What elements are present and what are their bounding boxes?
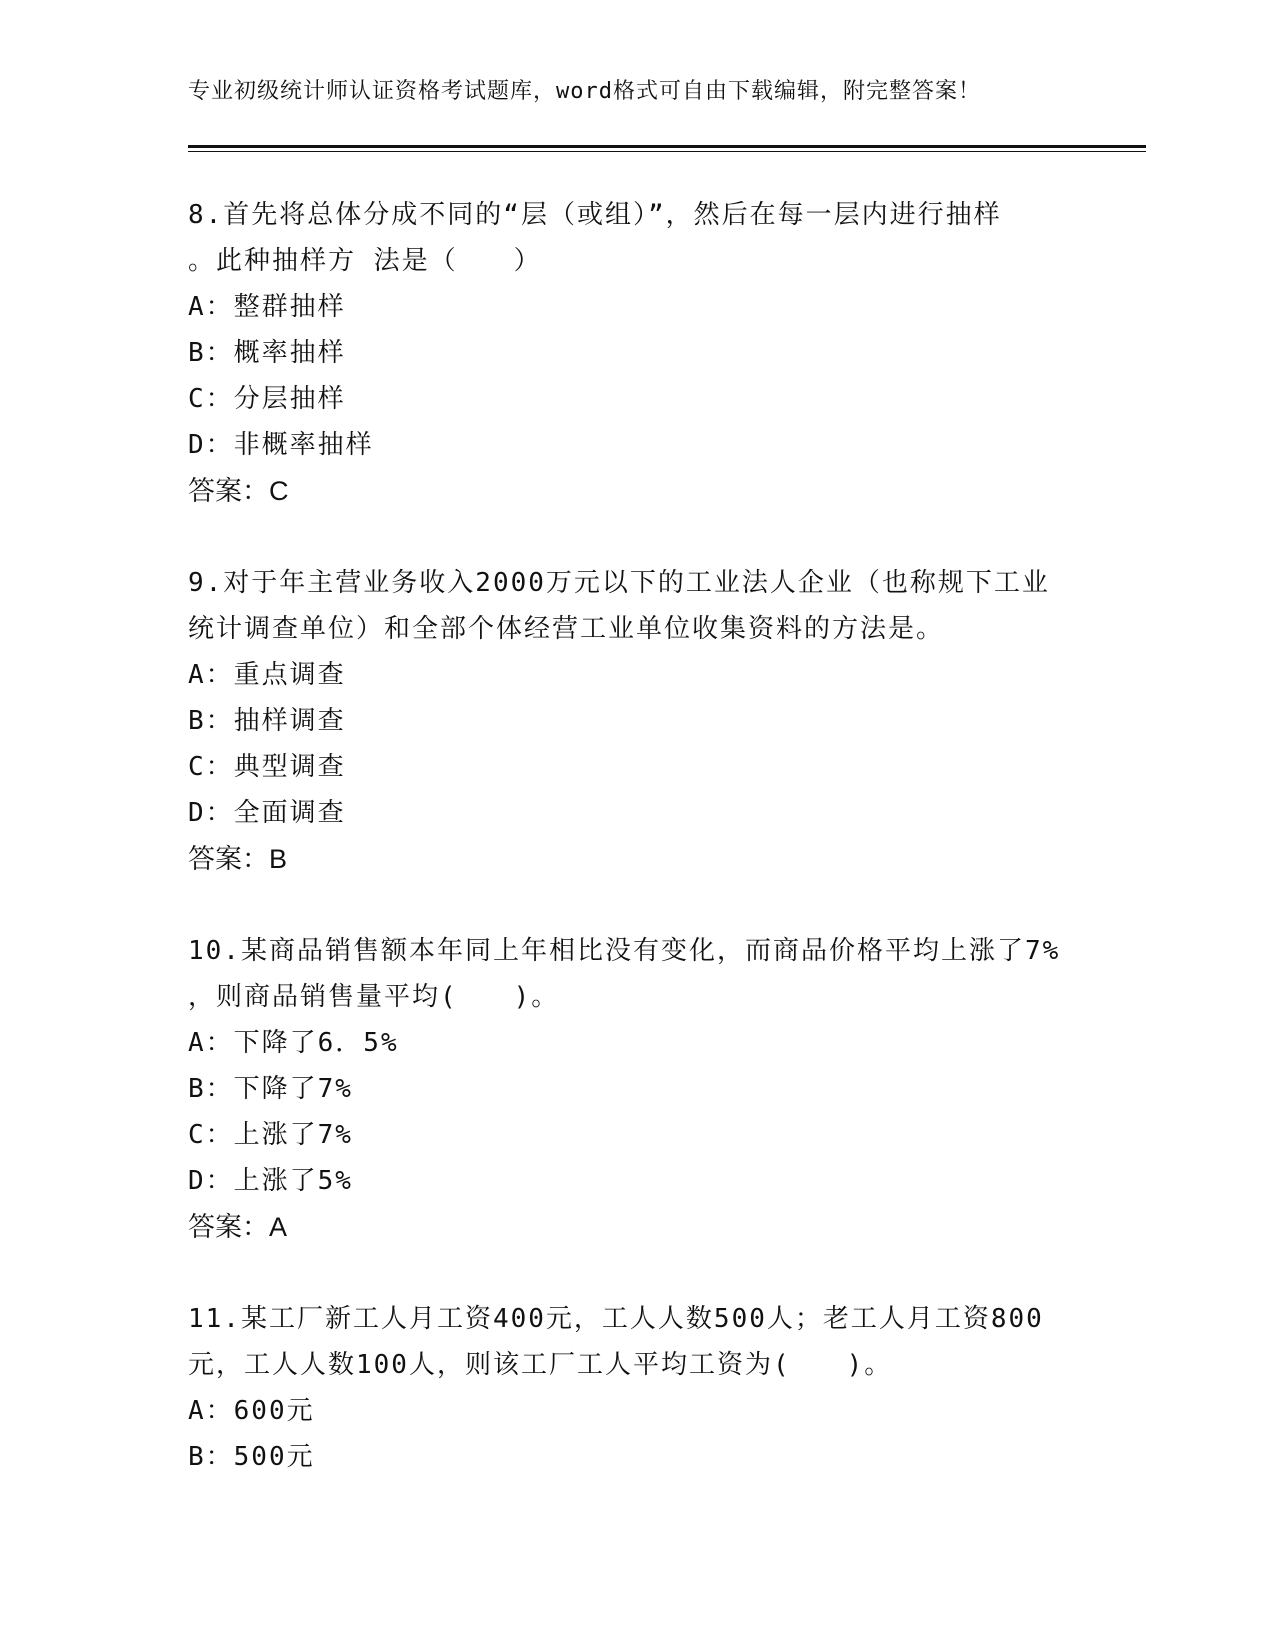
- question-8: [188, 192, 1088, 514]
- option-b: B：500元: [188, 1442, 315, 1472]
- option-d: D：非概率抽样: [188, 430, 374, 460]
- option-b: B：下降了7%: [188, 1074, 353, 1104]
- header-divider-thick: [188, 145, 1146, 148]
- question-text-line: 。此种抽样方 法是（ ）: [188, 246, 542, 276]
- question-11: [188, 1296, 1088, 1480]
- header-text: 专业初级统计师认证资格考试题库，word格式可自由下载编辑，附完整答案！: [188, 79, 981, 104]
- option-c: C：分层抽样: [188, 384, 346, 414]
- question-text-line: ，则商品销售量平均( )。: [188, 982, 560, 1012]
- question-text-line: 9.对于年主营业务收入2000万元以下的工业法人企业（也称规下工业: [188, 568, 1050, 598]
- header-divider-thin: [188, 151, 1146, 152]
- option-a: A：600元: [188, 1396, 315, 1426]
- question-10: [188, 928, 1088, 1250]
- question-text-line: 元，工人人数100人，则该工厂工人平均工资为( )。: [188, 1350, 893, 1380]
- answer: 答案：B: [188, 844, 288, 874]
- option-a: A：重点调查: [188, 660, 346, 690]
- option-b: B：抽样调查: [188, 706, 346, 736]
- question-text-line: 11.某工厂新工人月工资400元，工人人数500人；老工人月工资800: [188, 1304, 1044, 1334]
- option-d: D：上涨了5%: [188, 1166, 353, 1196]
- answer: 答案：A: [188, 1212, 288, 1242]
- option-d: D：全面调查: [188, 798, 346, 828]
- question-text-line: 10.某商品销售额本年同上年相比没有变化，而商品价格平均上涨了7%: [188, 936, 1061, 966]
- option-a: A：整群抽样: [188, 292, 346, 322]
- option-c: C：上涨了7%: [188, 1120, 353, 1150]
- question-9: [188, 560, 1088, 882]
- option-c: C：典型调查: [188, 752, 346, 782]
- option-b: B：概率抽样: [188, 338, 346, 368]
- question-text-line: 统计调查单位）和全部个体经营工业单位收集资料的方法是。: [188, 614, 945, 644]
- question-text-line: 8.首先将总体分成不同的“层（或组）”，然后在每一层内进行抽样: [188, 200, 1002, 230]
- answer: 答案：C: [188, 476, 289, 506]
- option-a: A：下降了6．5%: [188, 1028, 399, 1058]
